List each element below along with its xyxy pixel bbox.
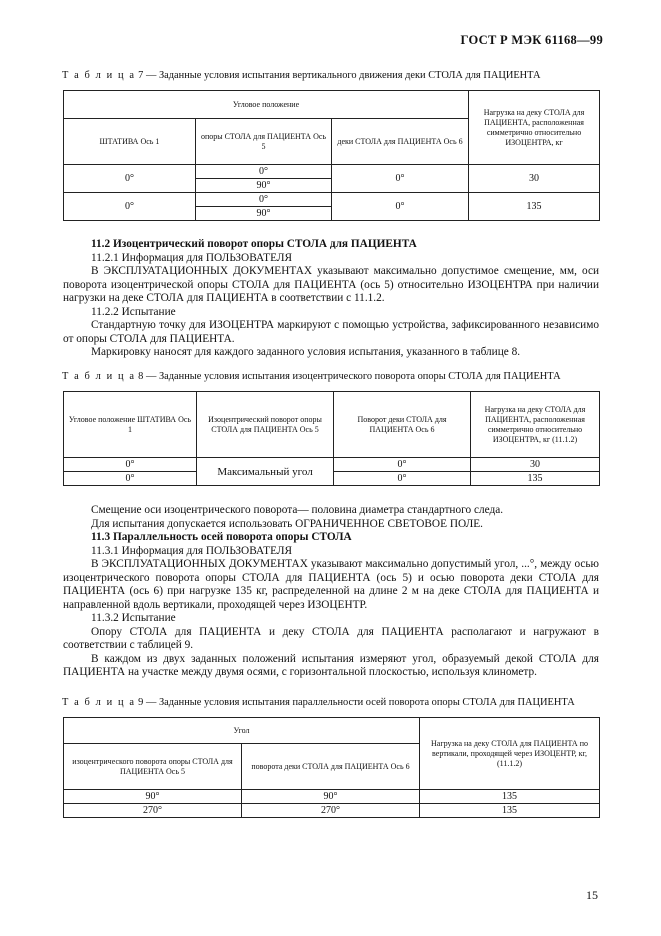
section-11-2-1-text: В ЭКСПЛУАТАЦИОННЫХ ДОКУМЕНТАХ указывают максимально допустимое смещение, мм, оси поворота изоцентрической опоры СТОЛА для ПАЦИЕНТА (ось 5) относительно ИЗОЦЕНТРА при наличии нагрузки на деке СТОЛА для ПАЦИЕНТА в соответствии с 11.1.2. [63,265,599,304]
t9-r1-c1: 90° [64,790,242,804]
page-number: 15 [586,888,598,902]
section-11-2-body [63,265,599,360]
table7-caption [62,70,541,81]
section-11-2-2-text: Стандартную точку для ИЗОЦЕНТРА маркируют с помощью устройства, зафиксированного независимо от опоры СТОЛА для ПАЦИЕНТА. [63,319,599,345]
section-11-3-2-measure: В каждом из двух заданных положений испытания измеряют угол, образуемый декой СТОЛА для ПАЦИЕНТА на участке между двумя осями, с горизонтальной плоскостью, используя клинометр. [63,652,599,678]
t8-r2-c3: 0° [334,472,471,486]
table8-caption [62,371,561,382]
document-header: ГОСТ Р МЭК 61168—99 [460,33,603,47]
t7-r2-c2b: 90° [196,207,332,221]
t9-r2-c3: 135 [420,804,600,818]
t9-r1-c2: 90° [242,790,420,804]
t9-r2-c1: 270° [64,804,242,818]
t7-header-angle: Угловое положение [64,91,469,119]
section-11-2-2-marking: Маркировку наносят для каждого заданного условия испытания, указанного в таблице 8. [91,346,521,358]
t8-r2-c1: 0° [64,472,197,486]
section-11-3-2-text: Опору СТОЛА для ПАЦИЕНТА и деку СТОЛА для ПАЦИЕНТА располагают и нагружают в соответствии с таблицей 9. [63,625,599,651]
table8-caption-prefix: Т а б л и ц а [62,371,136,382]
t7-r1-c2a: 0° [196,165,332,179]
t8-header-col3: Поворот деки СТОЛА для ПАЦИЕНТА Ось 6 [334,392,471,458]
table7-caption-text: 7 — Заданные условия испытания вертикального движения деки СТОЛА для ПАЦИЕНТА [135,70,541,81]
section-11-3-body [63,558,599,680]
table8-caption-text: 8 — Заданные условия испытания изоцентрического поворота опоры СТОЛА для ПАЦИЕНТА [135,371,561,382]
t9-header-col1: изоцентрического поворота опоры СТОЛА для ПАЦИЕНТА Ось 5 [64,744,242,790]
t7-r2-c3: 0° [332,193,469,221]
table-9 [63,717,600,818]
t8-header-col2: Изоцентрический поворот опоры СТОЛА для ПАЦИЕНТА Ось 5 [197,392,334,458]
section-11-2 [91,238,599,265]
t8-header-col4: Нагрузка на деку СТОЛА для ПАЦИЕНТА, расположенная симметрично относительно ИЗОЦЕНТРА, кг (11.1.2) [471,392,600,458]
section-11-2-heading: 11.2 Изоцентрический поворот опоры СТОЛА для ПАЦИЕНТА [91,238,417,250]
t8-r1-c4: 30 [471,458,600,472]
section-11-2-1-title: 11.2.1 Информация для ПОЛЬЗОВАТЕЛЯ [91,251,293,264]
t9-header-load: Нагрузка на деку СТОЛА для ПАЦИЕНТА по вертикали, проходящей через ИЗОЦЕНТР, кг, (11.1.2) [420,718,600,790]
t7-header-col2: опоры СТОЛА для ПАЦИЕНТА Ось 5 [196,119,332,165]
post-table8-notes [91,504,599,558]
section-11-3-2-title: 11.3.2 Испытание [91,612,176,624]
table9-caption [62,697,575,708]
t8-r1-c1: 0° [64,458,197,472]
t7-r1-c3: 0° [332,165,469,193]
t9-r2-c2: 270° [242,804,420,818]
table9-caption-prefix: Т а б л и ц а [62,697,136,708]
t7-header-load: Нагрузка на деку СТОЛА для ПАЦИЕНТА, расположенная симметрично относительно ИЗОЦЕНТРА, кг [469,91,600,165]
t8-merged-max-angle: Максимальный угол [197,458,334,486]
table-8 [63,391,600,486]
section-11-2-2-title: 11.2.2 Испытание [91,305,176,318]
table-7 [63,90,600,221]
t7-r1-c1: 0° [64,165,196,193]
section-11-3-heading: 11.3 Параллельность осей поворота опоры СТОЛА [91,531,352,543]
t7-r1-c2b: 90° [196,179,332,193]
t7-header-col3: деки СТОЛА для ПАЦИЕНТА Ось 6 [332,119,469,165]
t9-header-col2: поворота деки СТОЛА для ПАЦИЕНТА Ось 6 [242,744,420,790]
note-light-field: Для испытания допускается использовать ОГРАНИЧЕННОЕ СВЕТОВОЕ ПОЛЕ. [91,517,483,530]
t9-header-angle: Угол [64,718,420,744]
table9-caption-text: 9 — Заданные условия испытания параллельности осей поворота опоры СТОЛА для ПАЦИЕНТА [135,697,575,708]
table7-caption-prefix: Т а б л и ц а [62,70,136,81]
t7-r2-c2a: 0° [196,193,332,207]
t8-r2-c4: 135 [471,472,600,486]
t7-r2-c4: 135 [469,193,600,221]
section-11-3-1-title: 11.3.1 Информация для ПОЛЬЗОВАТЕЛЯ [91,544,293,557]
note-offset: Смещение оси изоцентрического поворота— половина диаметра стандартного следа. [91,504,504,516]
section-11-3-1-text: В ЭКСПЛУАТАЦИОННЫХ ДОКУМЕНТАХ указывают максимально допустимый угол, ...°, между осью изоцентрического поворота опоры СТОЛА для ПАЦИЕНТА (ось 5) и осью поворота деки СТОЛА для ПАЦИЕНТА (ось 6) при нагрузке 135 кг, распределенной на длине 2 м на деке СТОЛА для ПАЦИЕНТА и направленной вдоль вертикали, проходящей через ИЗОЦЕНТР. [63,558,599,611]
t8-r1-c3: 0° [334,458,471,472]
t8-header-col1: Угловое положение ШТАТИВА Ось 1 [64,392,197,458]
t7-r1-c4: 30 [469,165,600,193]
t9-r1-c3: 135 [420,790,600,804]
t7-r2-c1: 0° [64,193,196,221]
t7-header-col1: ШТАТИВА Ось 1 [64,119,196,165]
